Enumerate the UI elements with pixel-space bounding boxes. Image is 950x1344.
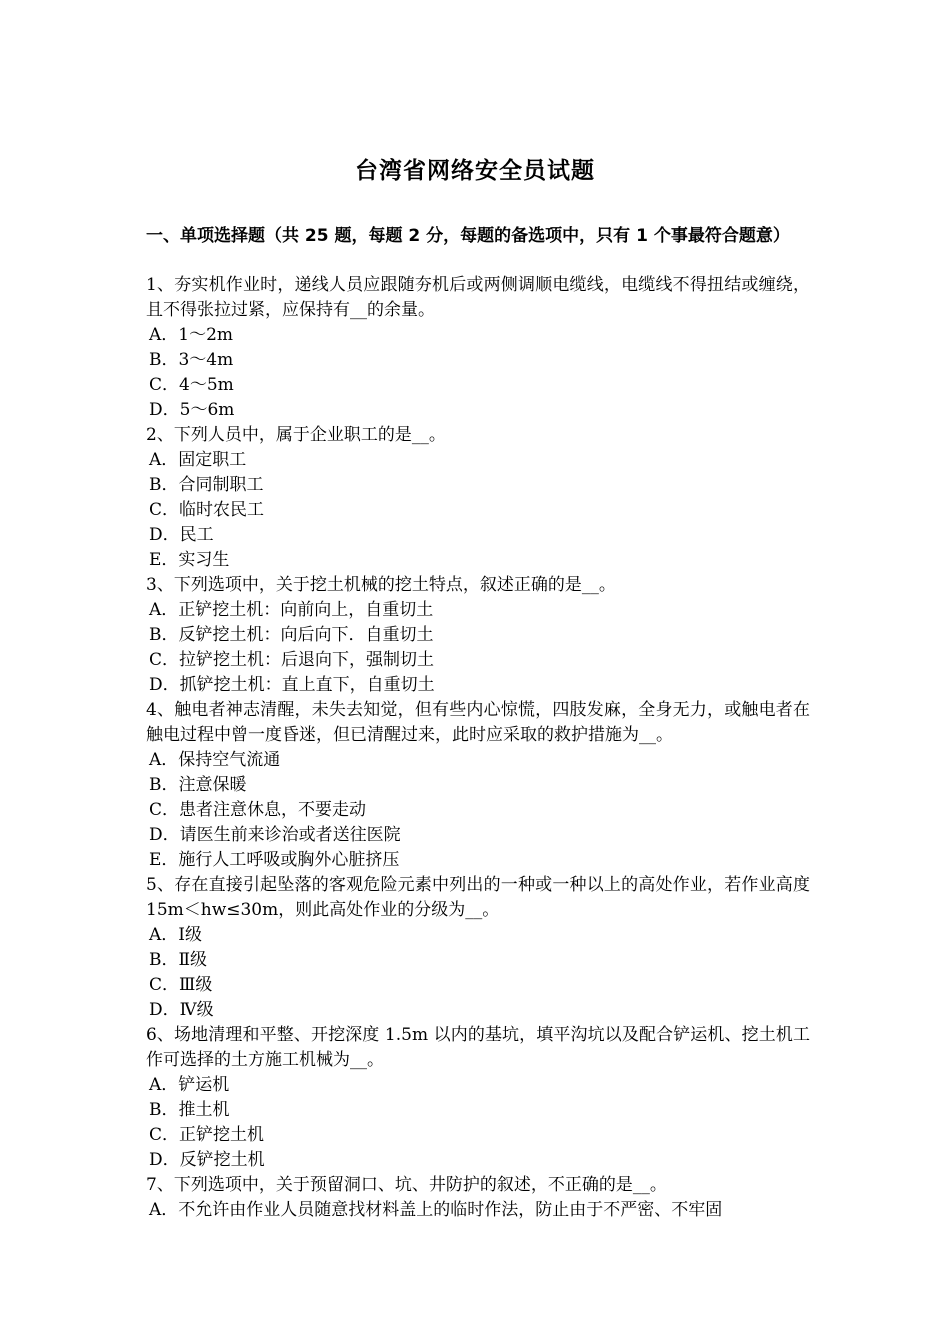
option-a: A．固定职工 xyxy=(149,450,247,470)
question-4 xyxy=(146,698,810,873)
question-stem: 4、触电者神志清醒，未失去知觉，但有些内心惊慌，四肢发麻，全身无力，或触电者在触电过程中曾一度昏迷，但已清醒过来，此时应采取的救护措施为__。 xyxy=(146,700,810,745)
option-d: D．反铲挖土机 xyxy=(149,1150,265,1170)
option-e: E．施行人工呼吸或胸外心脏挤压 xyxy=(149,850,400,870)
option-a: A．1～2m xyxy=(149,325,234,345)
question-1 xyxy=(146,273,810,423)
option-b: B．注意保暖 xyxy=(149,775,247,795)
question-stem: 7、下列选项中，关于预留洞口、坑、井防护的叙述，不正确的是__。 xyxy=(146,1175,667,1195)
option-c: C．拉铲挖土机：后退向下，强制切土 xyxy=(149,650,435,670)
option-a: A．正铲挖土机：向前向上，自重切土 xyxy=(149,600,434,620)
option-a: A．铲运机 xyxy=(149,1075,230,1095)
option-b: B．Ⅱ级 xyxy=(149,950,208,970)
document-title: 台湾省网络安全员试题 xyxy=(355,158,595,184)
option-d: D．民工 xyxy=(149,525,214,545)
option-c: C．临时农民工 xyxy=(149,500,265,520)
option-a: A．Ⅰ级 xyxy=(149,925,202,945)
question-stem: 5、存在直接引起坠落的客观危险元素中列出的一种或一种以上的高处作业，若作业高度 15m＜hw≤30m，则此高处作业的分级为__。 xyxy=(146,875,810,920)
question-7 xyxy=(146,1173,810,1223)
question-stem: 3、下列选项中，关于挖土机械的挖土特点，叙述正确的是__。 xyxy=(146,575,616,595)
option-b: B．反铲挖土机：向后向下．自重切土 xyxy=(149,625,434,645)
option-d: D．Ⅳ级 xyxy=(149,1000,214,1020)
question-stem: 6、场地清理和平整、开挖深度 1.5m 以内的基坑，填平沟坑以及配合铲运机、挖土机工作可选择的土方施工机械为__。 xyxy=(146,1025,810,1070)
question-5 xyxy=(146,873,810,1023)
question-stem: 2、下列人员中，属于企业职工的是__。 xyxy=(146,425,446,445)
option-b: B．3～4m xyxy=(149,350,234,370)
option-c: C．Ⅲ级 xyxy=(149,975,213,995)
option-d: D．5～6m xyxy=(149,400,235,420)
option-e: E．实习生 xyxy=(149,550,230,570)
option-c: C．4～5m xyxy=(149,375,234,395)
option-d: D．请医生前来诊治或者送往医院 xyxy=(149,825,401,845)
option-c: C．正铲挖土机 xyxy=(149,1125,265,1145)
option-d: D．抓铲挖土机：直上直下，自重切土 xyxy=(149,675,435,695)
question-6 xyxy=(146,1023,810,1173)
question-stem: 1、夯实机作业时，递线人员应跟随夯机后或两侧调顺电缆线，电缆线不得扭结或缠绕，且不得张拉过紧，应保持有__的余量。 xyxy=(146,275,810,320)
option-a: A．不允许由作业人员随意找材料盖上的临时作法，防止由于不严密、不牢固 xyxy=(149,1200,723,1220)
section-heading: 一、单项选择题（共 25 题，每题 2 分，每题的备选项中，只有 1 个事最符合题意） xyxy=(146,226,790,246)
question-2 xyxy=(146,423,810,573)
option-b: B．推土机 xyxy=(149,1100,230,1120)
option-c: C．患者注意休息，不要走动 xyxy=(149,800,367,820)
option-a: A．保持空气流通 xyxy=(149,750,281,770)
question-3 xyxy=(146,573,810,698)
option-b: B．合同制职工 xyxy=(149,475,264,495)
question-list xyxy=(146,273,810,1223)
